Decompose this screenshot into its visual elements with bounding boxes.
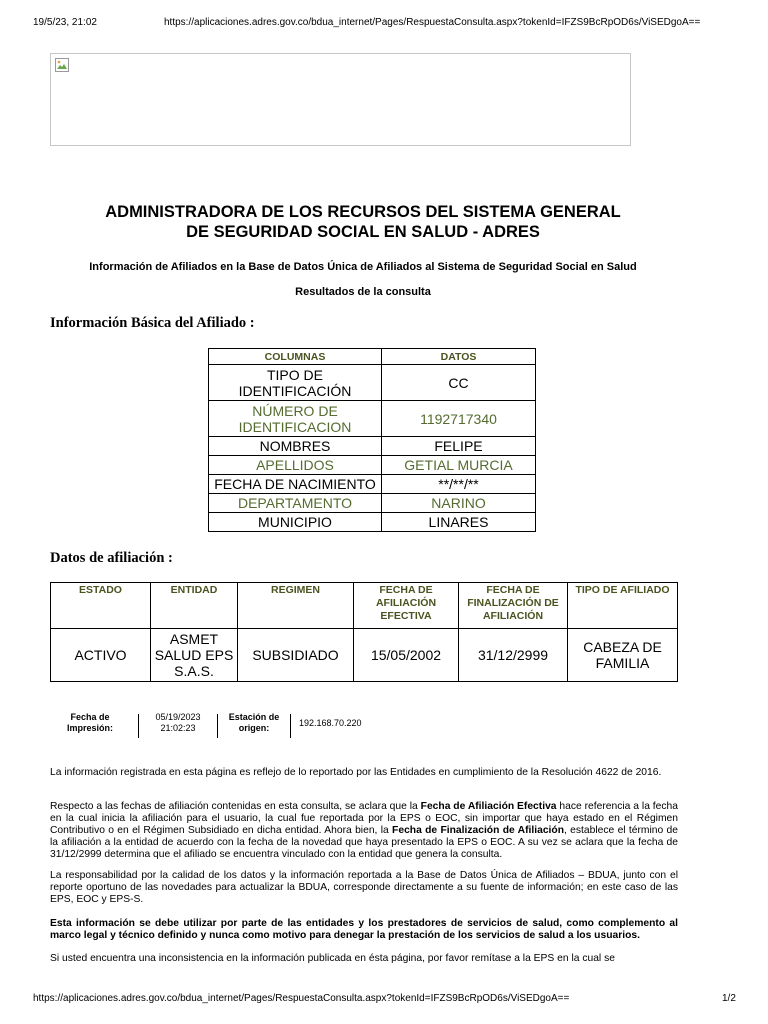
column-header: TIPO DE AFILIADO bbox=[568, 583, 678, 629]
table-row bbox=[209, 513, 536, 532]
paragraph-emphasis: Fecha de Afiliación Efectiva bbox=[420, 801, 557, 812]
results-label: Resultados de la consulta bbox=[295, 286, 431, 298]
row-value: 1192717340 bbox=[382, 401, 536, 437]
table-row bbox=[209, 401, 536, 437]
page-title-line2: DE SEGURIDAD SOCIAL EN SALUD - ADRES bbox=[186, 223, 540, 241]
print-date-label: Fecha de Impresión: bbox=[66, 712, 113, 733]
print-footer-url: https://aplicaciones.adres.gov.co/bdua_internet/Pages/RespuestaConsulta.aspx?tokenId=IFZS9BcRpOD6s/ViSEDgoA== bbox=[33, 993, 570, 1004]
table-header-row bbox=[51, 583, 678, 629]
column-header: ESTADO bbox=[51, 583, 151, 629]
column-header: REGIMEN bbox=[238, 583, 354, 629]
row-value: LINARES bbox=[382, 513, 536, 532]
table-row bbox=[209, 475, 536, 494]
cell-fecha-finalizacion: 31/12/2999 bbox=[459, 629, 568, 682]
page-subtitle: Información de Afiliados en la Base de Datos Única de Afiliados al Sistema de Seguridad Social en Salud bbox=[89, 261, 637, 273]
row-label: FECHA DE NACIMIENTO bbox=[209, 475, 382, 494]
row-label: APELLIDOS bbox=[209, 456, 382, 475]
divider bbox=[290, 714, 291, 738]
affiliation-table bbox=[50, 582, 678, 682]
basic-info-table bbox=[208, 348, 536, 532]
divider bbox=[138, 714, 139, 738]
row-value: GETIAL MURCIA bbox=[382, 456, 536, 475]
row-value: FELIPE bbox=[382, 437, 536, 456]
paragraph-responsibility: La responsabilidad por la calidad de los datos y la información reportada a la Base de Datos Única de Afiliados – BDUA, junto con el reporte oportuno de las novedades para actualizar la BDUA, corresponde directamente a su fuente de información; en este caso de las EPS, EOC y EPS-S. bbox=[50, 870, 678, 905]
row-value: NARINO bbox=[382, 494, 536, 513]
column-header: FECHA DE AFILIACIÓN EFECTIVA bbox=[354, 583, 459, 629]
paragraph-text: Respecto a las fechas de afiliación contenidas en esta consulta, se aclara que la bbox=[50, 801, 421, 812]
column-header: DATOS bbox=[382, 349, 536, 365]
cell-regimen: SUBSIDIADO bbox=[238, 629, 354, 682]
basic-info-heading: Información Básica del Afiliado : bbox=[50, 315, 255, 331]
row-label: TIPO DE IDENTIFICACIÓN bbox=[209, 365, 382, 401]
row-label: NOMBRES bbox=[209, 437, 382, 456]
cell-tipo-afiliado: CABEZA DE FAMILIA bbox=[568, 629, 678, 682]
paragraph-text: , establece el término de la afiliación a la entidad de acuerdo con la fecha de la novedad que haya presentado la EPS o EOC. A su vez se aclara que la fecha de 31/12/2999 determina que el afiliado se encuentra vinculado con la entidad que genera la consulta. bbox=[50, 825, 679, 860]
broken-image-icon bbox=[54, 57, 70, 73]
row-label: MUNICIPIO bbox=[209, 513, 382, 532]
table-row bbox=[209, 456, 536, 475]
row-label: NÚMERO DE IDENTIFICACION bbox=[209, 401, 382, 437]
station-value: 192.168.70.220 bbox=[299, 718, 362, 728]
row-value: CC bbox=[382, 365, 536, 401]
paragraph-emphasis: Fecha de Finalización de Afiliación bbox=[392, 825, 564, 836]
cell-estado: ACTIVO bbox=[51, 629, 151, 682]
row-label: DEPARTAMENTO bbox=[209, 494, 382, 513]
banner-image bbox=[50, 53, 631, 146]
cell-entidad: ASMET SALUD EPS S.A.S. bbox=[151, 629, 238, 682]
table-header-row bbox=[209, 349, 536, 365]
table-row bbox=[209, 494, 536, 513]
column-header: COLUMNAS bbox=[209, 349, 382, 365]
page-number: 1/2 bbox=[722, 993, 736, 1004]
table-row bbox=[51, 629, 678, 682]
column-header: FECHA DE FINALIZACIÓN DE AFILIACIÓN bbox=[459, 583, 568, 629]
table-row bbox=[209, 437, 536, 456]
paragraph-inconsistency: Si usted encuentra una inconsistencia en la información publicada en ésta página, por favor remítase a la EPS en la cual se bbox=[50, 953, 615, 964]
print-header-url: https://aplicaciones.adres.gov.co/bdua_internet/Pages/RespuestaConsulta.aspx?tokenId=IFZS9BcRpOD6s/ViSEDgoA== bbox=[164, 17, 701, 28]
page-title-line1: ADMINISTRADORA DE LOS RECURSOS DEL SISTEMA GENERAL bbox=[105, 203, 621, 221]
paragraph-text: hace referencia a la fecha en la cual inicia la afiliación para el usuario, la cual fue reportada por la EPS o EOC, sin importar que haya estado en el Régimen Contributivo o en el Régimen Subsidiado en dicha entidad. Ahora bien, la bbox=[50, 801, 678, 836]
page-title bbox=[50, 202, 676, 242]
print-datetime: 19/5/23, 21:02 bbox=[33, 17, 97, 28]
cell-fecha-afiliacion: 15/05/2002 bbox=[354, 629, 459, 682]
station-label: Estación de origen: bbox=[228, 712, 280, 733]
paragraph-resolution: La información registrada en esta página es reflejo de lo reportado por las Entidades en cumplimiento de la Resolución 4622 de 2016. bbox=[50, 767, 662, 778]
print-date-value: 05/19/2023 21:02:23 bbox=[155, 712, 201, 733]
divider bbox=[217, 714, 218, 738]
table-row bbox=[209, 365, 536, 401]
row-value: **/**/** bbox=[382, 475, 536, 494]
paragraph-usage-notice: Esta información se debe utilizar por parte de las entidades y los prestadores de servicios de salud, como complemento al marco legal y técnico definido y nunca como motivo para denegar la prestación de los servicios de salud a los usuarios. bbox=[50, 918, 678, 941]
paragraph-dates bbox=[50, 801, 678, 861]
column-header: ENTIDAD bbox=[151, 583, 238, 629]
print-meta bbox=[50, 712, 362, 738]
affiliation-heading: Datos de afiliación : bbox=[50, 550, 173, 566]
